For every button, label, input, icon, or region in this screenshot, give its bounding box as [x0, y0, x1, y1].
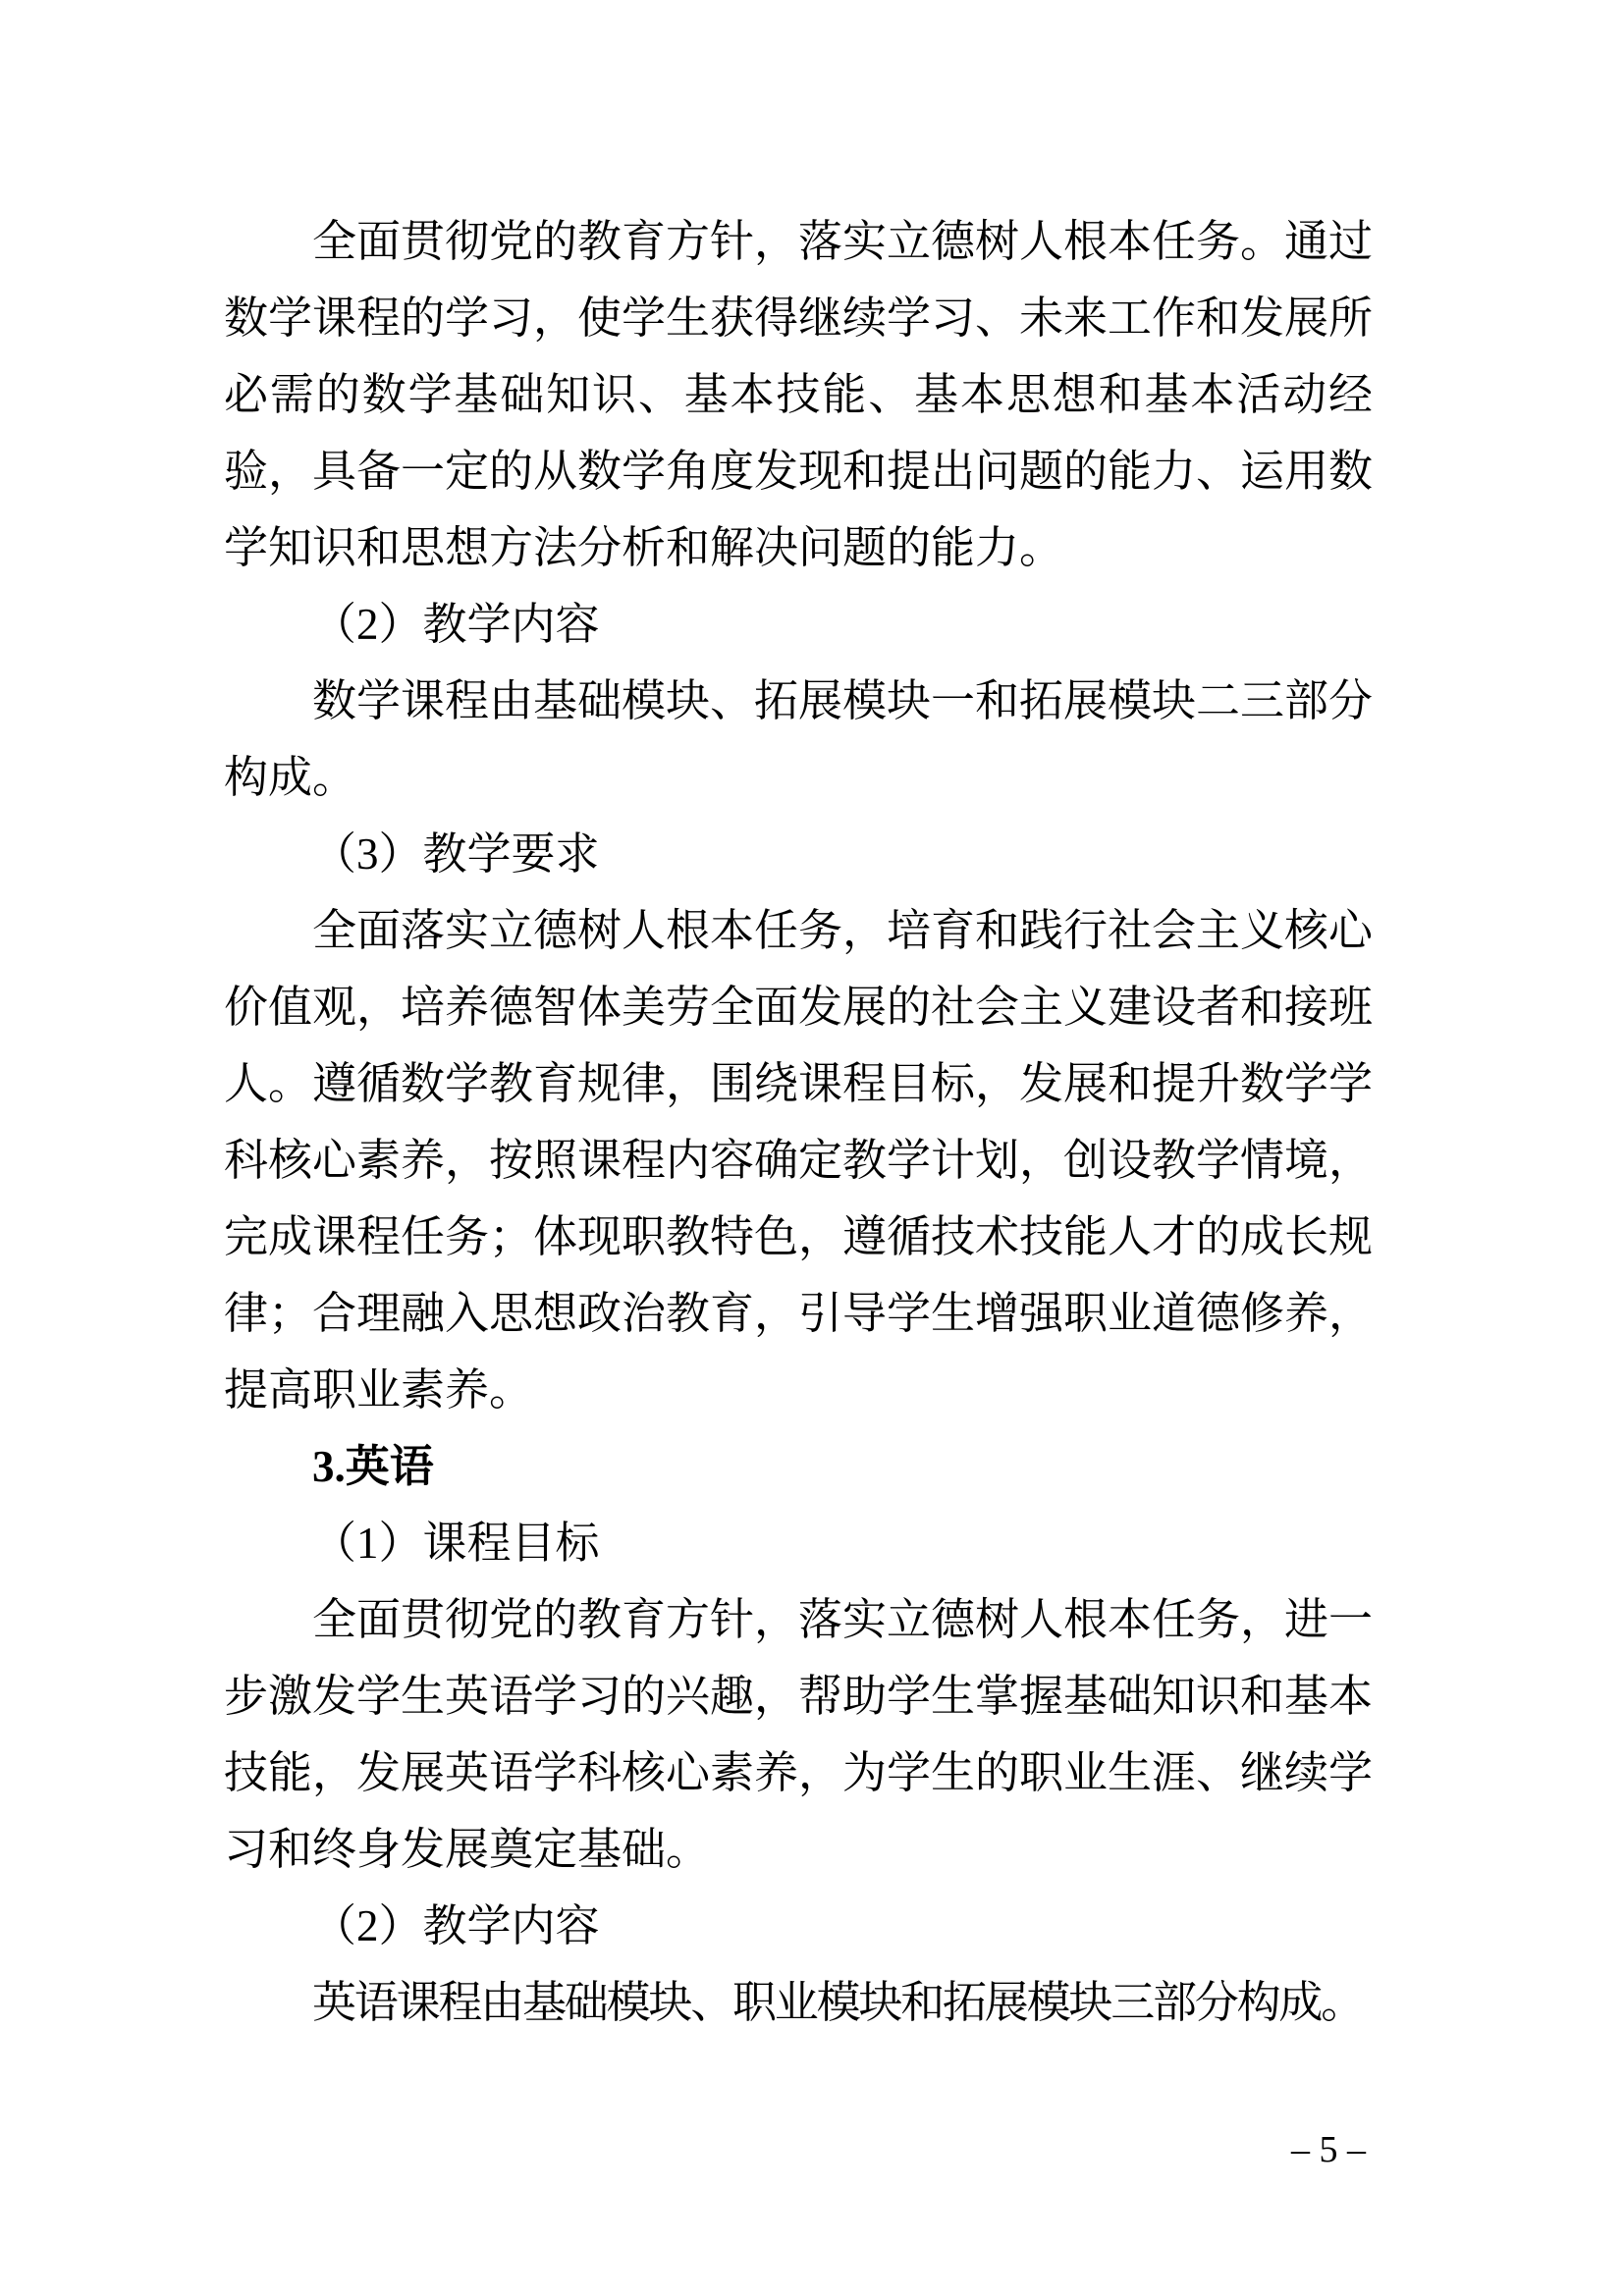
heading-english-section: 3.英语: [312, 1442, 434, 1491]
subheading-math-teaching-requirements: （3）教学要求: [312, 829, 600, 879]
paragraph-math-course-goal: 全面贯彻党的教育方针，落实立德树人根本任务。通过数学课程的学习，使学生获得继续学习、未来工作和发展所必需的数学基础知识、基本技能、基本思想和基本活动经验，具备一定的从数学角度发现和提出问题的能力、运用数学知识和思想方法分析和解决问题的能力。: [224, 217, 1374, 572]
subheading-math-teaching-content: （2）教学内容: [312, 600, 600, 649]
paragraph-math-modules: 数学课程由基础模块、拓展模块一和拓展模块二三部分构成。: [224, 676, 1374, 802]
page-number: – 5 –: [1291, 2129, 1366, 2170]
document-body: [224, 203, 1373, 2041]
paragraph-english-modules: 英语课程由基础模块、职业模块和拓展模块三部分构成。: [312, 1978, 1364, 2027]
subheading-english-course-goal: （1）课程目标: [312, 1519, 600, 1568]
paragraph-english-goal-detail: 全面贯彻党的教育方针，落实立德树人根本任务，进一步激发学生英语学习的兴趣，帮助学生掌握基础知识和基本技能，发展英语学科核心素养，为学生的职业生涯、继续学习和终身发展奠定基础。: [224, 1595, 1374, 1874]
paragraph-math-requirements-detail: 全面落实立德树人根本任务，培育和践行社会主义核心价值观，培养德智体美劳全面发展的社会主义建设者和接班人。遵循数学教育规律，围绕课程目标，发展和提升数学学科核心素养，按照课程内容确定教学计划，创设教学情境，完成课程任务；体现职教特色，遵循技术技能人才的成长规律；合理融入思想政治教育，引导学生增强职业道德修养，提高职业素养。: [224, 906, 1374, 1415]
subheading-english-teaching-content: （2）教学内容: [312, 1901, 600, 1950]
